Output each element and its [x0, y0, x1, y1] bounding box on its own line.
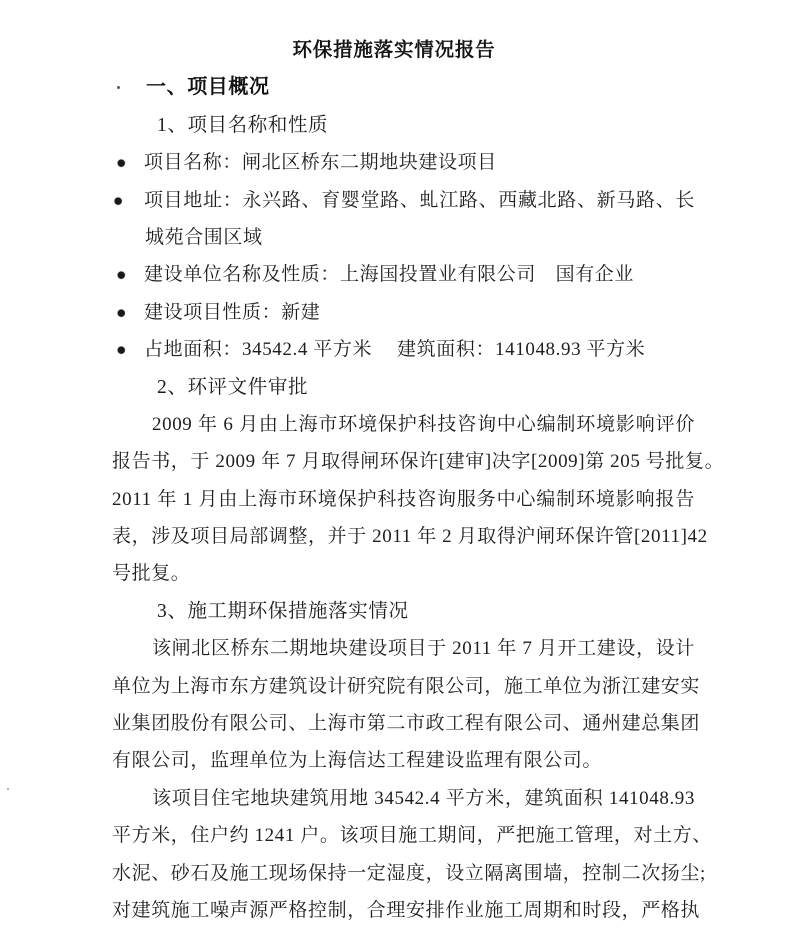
bullet-item-project-address: [112, 182, 695, 219]
paragraph-eia-line-3: 2011 年 1 月由上海市环境保护科技咨询服务中心编制环境影响报告: [112, 488, 695, 510]
document-title: 环保措施落实情况报告: [292, 39, 496, 61]
subsection-heading-construction-period: 3、施工期环保措施落实情况: [157, 600, 409, 622]
bullet-item-text: 建设项目性质：新建: [144, 301, 321, 323]
bullet-icon: ●: [116, 302, 127, 322]
paragraph-residential-line-2: 平方米，住户约 1241 户。该项目施工期间，严把施工管理，对土方、: [112, 825, 712, 847]
paragraph-eia-line-2: 报告书，于 2009 年 7 月取得闸环保许[建审]决字[2009]第 205 号批复。: [112, 451, 725, 473]
section-heading-project-overview: 一、项目概况: [146, 76, 270, 99]
paragraph-eia-line-1: 2009 年 6 月由上海市环境保护科技咨询中心编制环境影响评价: [152, 413, 695, 435]
bullet-icon: ●: [113, 190, 124, 210]
bullet-item-text: 占地面积：34542.4 平方米 建筑面积：141048.93 平方米: [144, 339, 646, 361]
paragraph-eia-line-4: 表，涉及项目局部调整，并于 2011 年 2 月取得沪闸环保许管[2011]42: [112, 526, 708, 548]
bullet-item-project-nature: [112, 294, 695, 331]
bullet-icon: ●: [116, 153, 127, 173]
bullet-item-project-address-continuation: 城苑合围区域: [145, 226, 263, 248]
paragraph-residential-line-1: 该项目住宅地块建筑用地 34542.4 平方米，建筑面积 141048.93: [152, 787, 695, 809]
paragraph-residential-line-3: 水泥、砂石及施工现场保持一定湿度，设立隔离围墙，控制二次扬尘;: [112, 862, 706, 884]
subsection-heading-project-name: 1、项目名称和性质: [157, 114, 329, 136]
paragraph-eia-line-5: 号批复。: [112, 563, 191, 585]
paragraph-construction-line-3: 业集团股份有限公司、上海市第二市政工程有限公司、通州建总集团: [112, 713, 701, 735]
paragraph-construction-line-4: 有限公司，监理单位为上海信达工程建设监理有限公司。: [112, 750, 603, 772]
bullet-item-text: 建设单位名称及性质：上海国投置业有限公司 国有企业: [144, 264, 635, 286]
paragraph-construction-line-1: 该闸北区桥东二期地块建设项目于 2011 年 7 月开工建设，设计: [152, 638, 695, 660]
bullet-icon: ●: [116, 340, 127, 360]
bullet-item-text: 项目名称：闸北区桥东二期地块建设项目: [144, 152, 497, 174]
paragraph-residential-line-4: 对建筑施工噪声源严格控制，合理安排作业施工周期和时段，严格执: [112, 899, 701, 921]
bullet-item-project-name: [112, 144, 695, 181]
bullet-item-construction-unit: [112, 256, 695, 293]
bullet-icon: ●: [116, 265, 127, 285]
bullet-item-area: [112, 331, 695, 368]
paragraph-construction-line-2: 单位为上海市东方建筑设计研究院有限公司，施工单位为浙江建安实: [112, 675, 701, 697]
bullet-item-text: 项目地址：永兴路、育婴堂路、虬江路、西藏北路、新马路、长: [144, 189, 695, 211]
subsection-heading-eia-approval: 2、环评文件审批: [157, 376, 309, 398]
ink-speck: [7, 788, 9, 790]
